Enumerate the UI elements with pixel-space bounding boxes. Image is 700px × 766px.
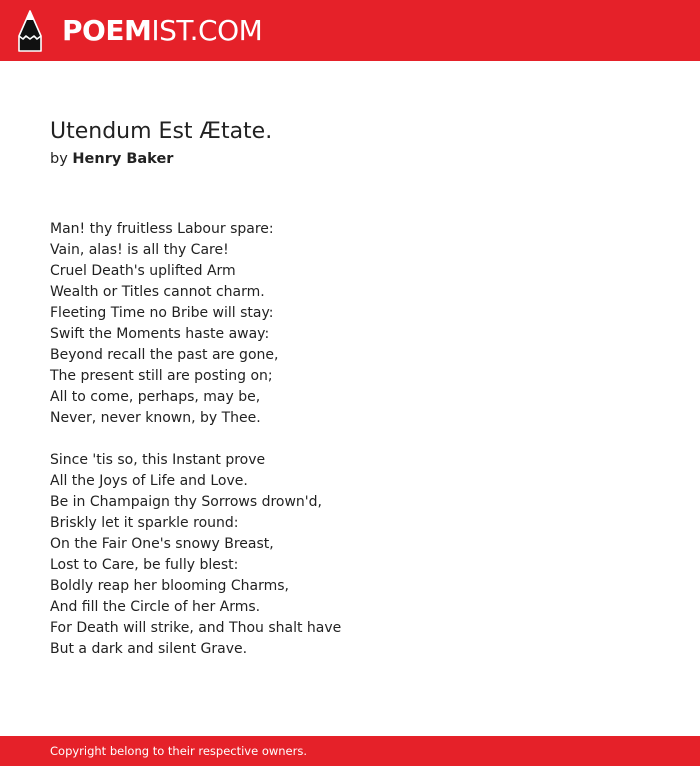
poem-line: All the Joys of Life and Love. [50,473,248,489]
pencil-tip-icon [17,10,43,52]
poem-line: Never, never known, by Thee. [50,410,261,426]
poem-byline [50,149,670,169]
poem-line: Beyond recall the past are gone, [50,347,279,363]
poem-line: Wealth or Titles cannot charm. [50,284,265,300]
poem-body [50,219,670,660]
poem-line: Man! thy fruitless Labour spare: [50,221,274,237]
site-logo[interactable] [17,0,262,61]
poem-line: For Death will strike, and Thou shalt have [50,620,342,636]
poem-line: But a dark and silent Grave. [50,641,248,657]
site-footer [0,736,700,766]
poem-line: Vain, alas! is all thy Care! [50,242,229,258]
copyright-notice: Copyright belong to their respective owners. [50,744,308,758]
author-name[interactable]: Henry Baker [72,151,174,167]
stanza [50,219,670,429]
poem-line: And fill the Circle of her Arms. [50,599,261,615]
by-label: by [50,151,68,167]
brand-name-light: IST.COM [151,13,263,47]
poem-line: Briskly let it sparkle round: [50,515,239,531]
poem-line: Boldly reap her blooming Charms, [50,578,290,594]
poem-line: Cruel Death's uplifted Arm [50,263,236,279]
brand-name-strong: POEM [62,13,152,47]
poem-line: All to come, perhaps, may be, [50,389,261,405]
poem-line: Since 'tis so, this Instant prove [50,452,266,468]
poem-line: Swift the Moments haste away: [50,326,270,342]
poem-line: Lost to Care, be fully blest: [50,557,239,573]
poem-title: Utendum Est Ætate. [50,119,273,144]
poem-line: The present still are posting on; [50,368,273,384]
site-header [0,0,700,61]
stanza [50,450,670,660]
poem-content [50,117,670,681]
poem-line: On the Fair One's snowy Breast, [50,536,274,552]
poem-line: Fleeting Time no Bribe will stay: [50,305,274,321]
brand-name [62,13,263,47]
poem-line: Be in Champaign thy Sorrows drown'd, [50,494,322,510]
